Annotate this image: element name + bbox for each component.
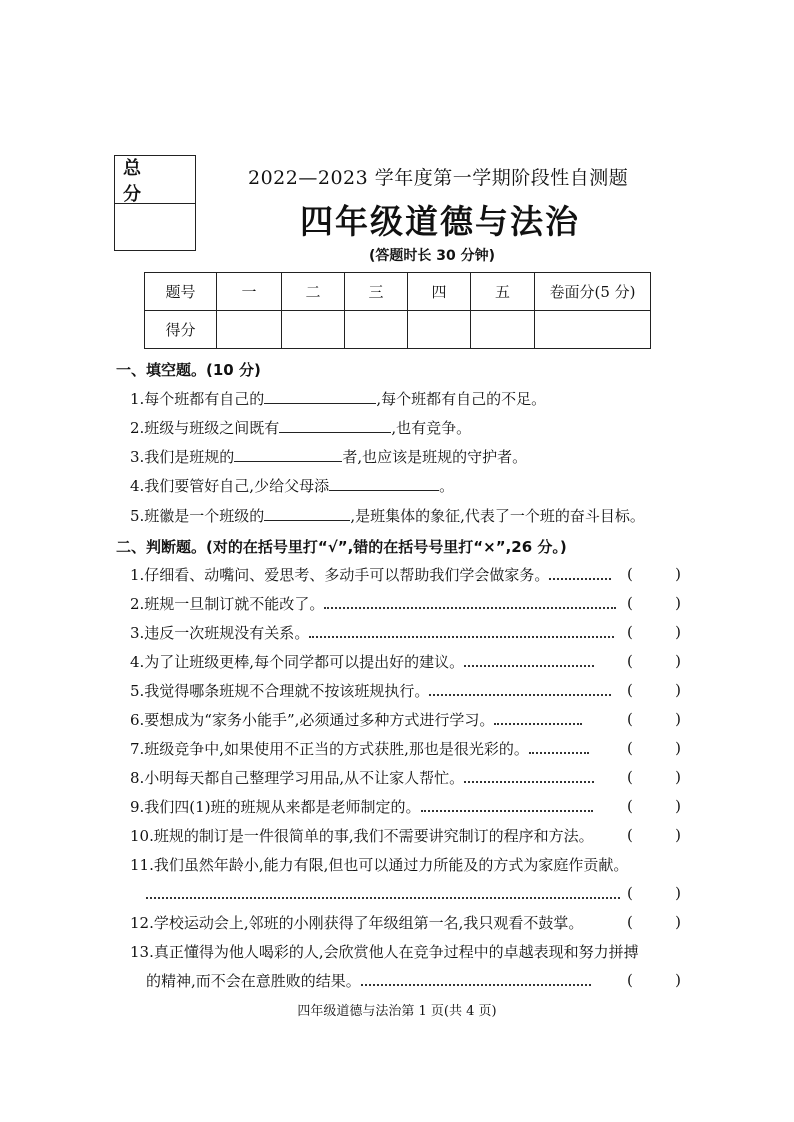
question-text: 1.每个班都有自己的 — [130, 390, 265, 408]
judge-question — [130, 681, 611, 701]
question-text: ,是班集体的象征,代表了一个班的奋斗目标。 — [350, 507, 645, 525]
fill-question — [130, 476, 454, 496]
answer-parentheses[interactable] — [627, 681, 681, 699]
score-table — [144, 272, 651, 349]
question-text: 6.要想成为“家务小能手”,必须通过多种方式进行学习。 — [130, 711, 495, 729]
score-table-cell: 二 — [282, 273, 345, 311]
question-text: 9.我们四(1)班的班规从来都是老师制定的。 — [130, 798, 421, 816]
answer-parentheses[interactable] — [627, 797, 681, 815]
question-text: ,每个班都有自己的不足。 — [376, 390, 547, 408]
total-score-box — [114, 155, 196, 251]
score-table-cell: 一 — [217, 273, 282, 311]
answer-parentheses[interactable] — [627, 594, 681, 612]
paren-open: ( — [627, 884, 633, 902]
leader-dots — [529, 743, 589, 754]
leader-dots — [464, 772, 594, 783]
question-text: 2.班级与班级之间既有 — [130, 419, 280, 437]
question-text: 10.班规的制订是一件很简单的事,我们不需要讲究制订的程序和方法。 — [130, 827, 594, 845]
judge-question — [130, 855, 628, 875]
paren-open: ( — [627, 768, 633, 786]
paren-open: ( — [627, 681, 633, 699]
answer-parentheses[interactable] — [627, 913, 681, 931]
score-table-cell: 五 — [471, 273, 535, 311]
answer-parentheses[interactable] — [627, 565, 681, 583]
judge-question — [130, 652, 594, 672]
leader-dots — [494, 714, 582, 725]
judge-question — [130, 739, 589, 759]
answer-blank[interactable] — [234, 447, 342, 462]
paren-open: ( — [627, 913, 633, 931]
leader-dots — [324, 598, 616, 609]
paren-open: ( — [627, 652, 633, 670]
fill-question — [130, 447, 527, 467]
question-text: 7.班级竞争中,如果使用不正当的方式获胜,那也是很光彩的。 — [130, 740, 529, 758]
paren-close: ) — [675, 884, 681, 902]
paren-close: ) — [675, 594, 681, 612]
score-entry-cell[interactable] — [408, 311, 471, 349]
question-text: 11.我们虽然年龄小,能力有限,但也可以通过力所能及的方式为家庭作贡献。 — [130, 856, 629, 874]
page-title: 四年级道德与法治 — [300, 202, 580, 241]
judge-question — [130, 797, 593, 817]
question-text: 4.为了让班级更棒,每个同学都可以提出好的建议。 — [130, 653, 465, 671]
question-text: 。 — [439, 477, 455, 495]
judge-question-continuation — [146, 884, 620, 904]
score-table-cell: 卷面分(5 分) — [535, 273, 651, 311]
answer-parentheses[interactable] — [627, 884, 681, 902]
answer-parentheses[interactable] — [627, 768, 681, 786]
question-text: 2.班规一旦制订就不能改了。 — [130, 595, 325, 613]
judge-question — [130, 768, 594, 788]
paren-close: ) — [675, 826, 681, 844]
question-text: 3.违反一次班规没有关系。 — [130, 624, 310, 642]
judge-question — [130, 913, 583, 933]
score-table-score-row — [145, 311, 651, 349]
paren-open: ( — [627, 623, 633, 641]
fill-question — [130, 389, 546, 409]
paren-open: ( — [627, 971, 633, 989]
paren-open: ( — [627, 797, 633, 815]
leader-dots — [146, 888, 620, 899]
question-text: 12.学校运动会上,邻班的小刚获得了年级组第一名,我只观看不鼓掌。 — [130, 914, 584, 932]
fill-question — [130, 418, 471, 438]
leader-dots — [421, 801, 593, 812]
paren-close: ) — [675, 710, 681, 728]
answer-parentheses[interactable] — [627, 710, 681, 728]
question-text: 8.小明每天都自己整理学习用品,从不让家人帮忙。 — [130, 769, 465, 787]
score-entry-cell[interactable] — [471, 311, 535, 349]
section-true-false-heading: 二、判断题。(对的在括号里打“√”,错的在括号号里打“×”,26 分。) — [116, 538, 567, 556]
score-table-cell: 三 — [345, 273, 408, 311]
paren-open: ( — [627, 826, 633, 844]
answer-blank[interactable] — [264, 506, 350, 521]
paren-close: ) — [675, 971, 681, 989]
question-text: 的精神,而不会在意胜败的结果。 — [146, 972, 361, 990]
answer-parentheses[interactable] — [627, 971, 681, 989]
question-text: 3.我们是班规的 — [130, 448, 235, 466]
paren-open: ( — [627, 594, 633, 612]
judge-question — [130, 623, 614, 643]
judge-question — [130, 826, 594, 846]
paren-open: ( — [627, 710, 633, 728]
score-entry-cell[interactable] — [282, 311, 345, 349]
leader-dots — [429, 685, 611, 696]
answer-parentheses[interactable] — [627, 739, 681, 757]
page-footer: 四年级道德与法治第 1 页(共 4 页) — [297, 1004, 497, 1019]
question-text: 者,也应该是班规的守护者。 — [342, 448, 528, 466]
judge-question — [130, 710, 582, 730]
leader-dots — [549, 569, 611, 580]
judge-question-continuation — [146, 971, 591, 991]
answer-parentheses[interactable] — [627, 652, 681, 670]
question-text: ,也有竞争。 — [391, 419, 472, 437]
paren-open: ( — [627, 565, 633, 583]
total-score-label: 总 分 — [115, 156, 195, 204]
score-entry-cell[interactable] — [345, 311, 408, 349]
answer-blank[interactable] — [264, 389, 376, 404]
paren-close: ) — [675, 797, 681, 815]
score-entry-cell[interactable] — [535, 311, 651, 349]
judge-question — [130, 565, 611, 585]
question-text: 4.我们要管好自己,少给父母添 — [130, 477, 330, 495]
question-text: 5.我觉得哪条班规不合理就不按该班规执行。 — [130, 682, 430, 700]
paren-close: ) — [675, 681, 681, 699]
answer-parentheses[interactable] — [627, 623, 681, 641]
paren-open: ( — [627, 739, 633, 757]
leader-dots — [309, 627, 614, 638]
paren-close: ) — [675, 768, 681, 786]
paren-close: ) — [675, 913, 681, 931]
time-note: (答题时长 30 分钟) — [369, 248, 496, 264]
answer-blank[interactable] — [329, 476, 439, 491]
score-table-cell: 四 — [408, 273, 471, 311]
score-entry-cell[interactable] — [217, 311, 282, 349]
judge-question — [130, 942, 639, 962]
question-text: 1.仔细看、动嘴问、爱思考、多动手可以帮助我们学会做家务。 — [130, 566, 550, 584]
paren-close: ) — [675, 739, 681, 757]
fill-question — [130, 506, 645, 526]
section-fill-in-heading: 一、填空题。(10 分) — [116, 361, 261, 379]
question-text: 13.真正懂得为他人喝彩的人,会欣赏他人在竞争过程中的卓越表现和努力拼搏 — [130, 943, 639, 961]
score-table-header-row — [145, 273, 651, 311]
paren-close: ) — [675, 652, 681, 670]
paren-close: ) — [675, 565, 681, 583]
leader-dots — [361, 975, 591, 986]
exam-year-line: 2022—2023 学年度第一学期阶段性自测题 — [248, 167, 629, 189]
score-table-cell: 题号 — [145, 273, 217, 311]
leader-dots — [464, 656, 594, 667]
question-text: 5.班徽是一个班级的 — [130, 507, 265, 525]
answer-blank[interactable] — [279, 418, 391, 433]
paren-close: ) — [675, 623, 681, 641]
judge-question — [130, 594, 616, 614]
answer-parentheses[interactable] — [627, 826, 681, 844]
score-table-cell: 得分 — [145, 311, 217, 349]
